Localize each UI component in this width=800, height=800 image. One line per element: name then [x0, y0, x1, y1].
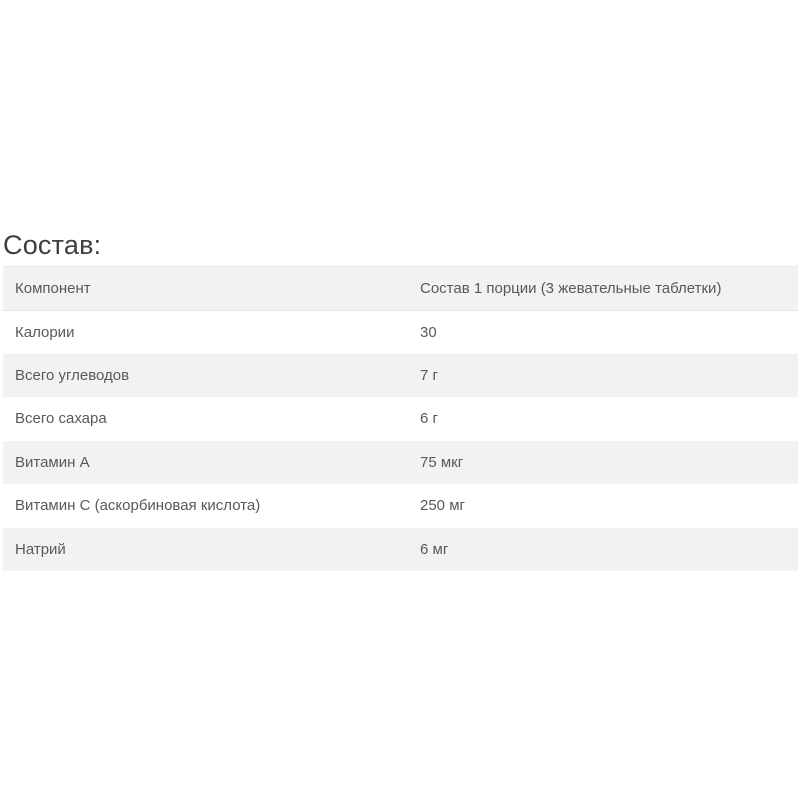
- row-name: Витамин A: [15, 453, 90, 471]
- row-name: Калории: [15, 323, 75, 341]
- table-row: [3, 354, 798, 398]
- row-value: 250 мг: [420, 497, 465, 515]
- composition-section: [3, 224, 798, 571]
- row-value: 30: [420, 323, 437, 341]
- table-row: [3, 310, 798, 354]
- row-value: 7 г: [420, 366, 438, 384]
- row-name: Витамин C (аскорбиновая кислота): [15, 497, 261, 515]
- table-row: [3, 397, 798, 441]
- row-value: 6 мг: [420, 540, 449, 558]
- table-row: [3, 528, 798, 572]
- row-value: 6 г: [420, 410, 438, 428]
- row-value: 75 мкг: [420, 453, 464, 471]
- section-title: Состав:: [3, 230, 102, 260]
- table-row: [3, 484, 798, 528]
- nutrition-table: [3, 266, 798, 571]
- table-header-row: [3, 267, 798, 311]
- row-name: Всего сахара: [15, 410, 107, 428]
- header-serving: Состав 1 порции (3 жевательные таблетки): [420, 279, 722, 297]
- header-component: Компонент: [15, 279, 91, 297]
- table-row: [3, 441, 798, 485]
- row-name: Натрий: [15, 540, 66, 558]
- row-name: Всего углеводов: [15, 366, 130, 384]
